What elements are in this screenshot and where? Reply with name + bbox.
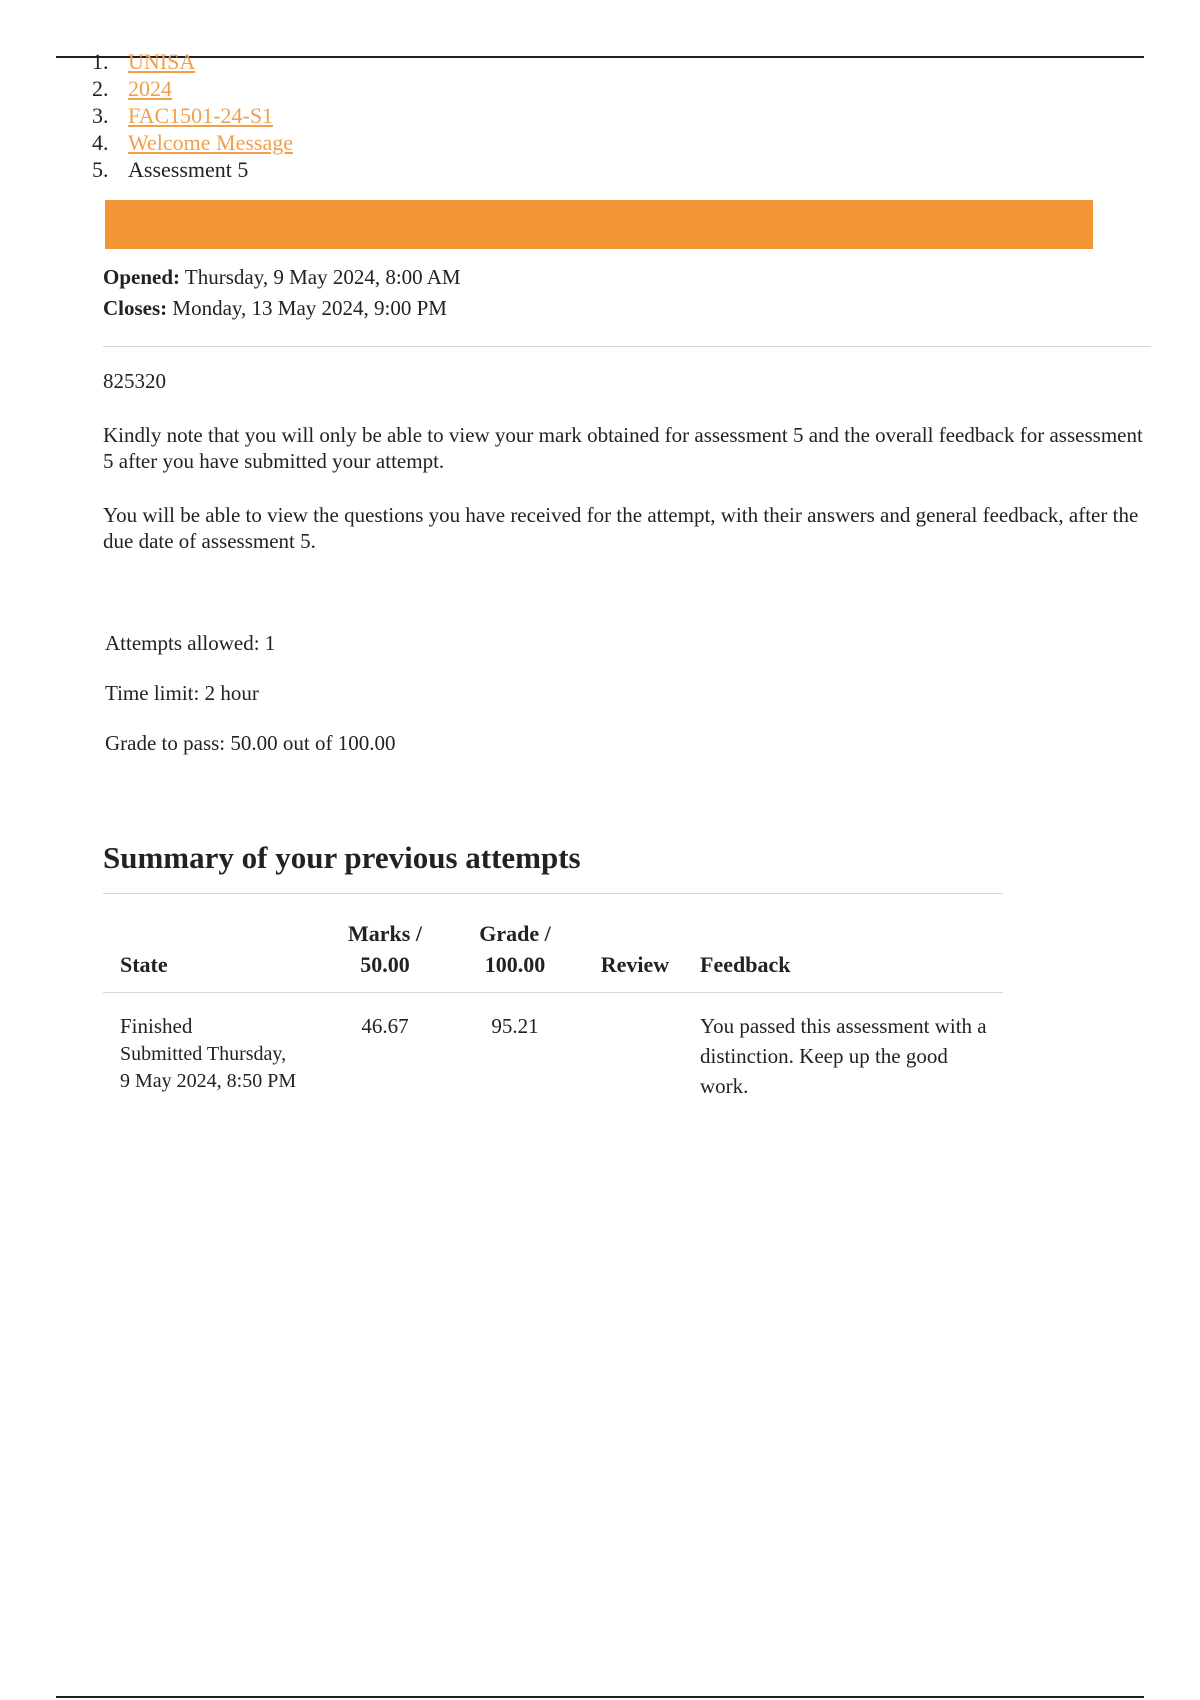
breadcrumb-item-current xyxy=(92,156,293,183)
opened-date xyxy=(103,262,461,293)
intro-note-1: Kindly note that you will only be able to view your mark obtained for assessment 5 and the overall feedback for assessment 5 after you have submitted your attempt. xyxy=(103,423,1143,473)
breadcrumb-item-section xyxy=(92,129,293,156)
breadcrumb xyxy=(92,48,293,183)
attempts-allowed: Attempts allowed: 1 xyxy=(105,631,276,655)
page-header-banner xyxy=(105,200,1093,249)
cell-marks: 46.67 xyxy=(361,1014,409,1038)
header-grade-line1: Grade / xyxy=(479,921,551,946)
header-grade xyxy=(450,918,580,992)
breadcrumb-number: 5. xyxy=(92,157,109,182)
quiz-info xyxy=(105,630,395,780)
header-marks-line1: Marks / xyxy=(348,921,422,946)
breadcrumb-number: 2. xyxy=(92,76,109,101)
closes-label: Closes: xyxy=(103,296,168,320)
attempts-summary-table xyxy=(103,893,1003,1101)
cell-review xyxy=(580,1011,690,1101)
opened-label: Opened: xyxy=(103,265,181,289)
opened-value: Thursday, 9 May 2024, 8:00 AM xyxy=(184,265,461,289)
breadcrumb-current-page: Assessment 5 xyxy=(128,157,249,182)
activity-dates xyxy=(103,262,461,324)
cell-feedback: You passed this assessment with a distinction. Keep up the good work. xyxy=(700,1014,987,1098)
header-feedback: Feedback xyxy=(700,952,791,977)
quiz-intro xyxy=(103,368,1143,582)
header-grade-line2: 100.00 xyxy=(484,952,546,977)
breadcrumb-item-unisa xyxy=(92,48,293,75)
page-bottom-rule xyxy=(56,1696,1144,1698)
breadcrumb-number: 1. xyxy=(92,49,109,74)
breadcrumb-link-section[interactable]: Welcome Message xyxy=(128,130,293,155)
breadcrumb-item-year xyxy=(92,75,293,102)
breadcrumb-number: 3. xyxy=(92,103,109,128)
time-limit: Time limit: 2 hour xyxy=(105,681,259,705)
breadcrumb-item-course xyxy=(92,102,293,129)
table-row xyxy=(103,993,1003,1101)
header-marks xyxy=(320,918,450,992)
closes-date xyxy=(103,293,461,324)
header-review: Review xyxy=(600,952,670,977)
breadcrumb-link-course[interactable]: FAC1501-24-S1 xyxy=(128,103,274,128)
breadcrumb-link-unisa[interactable]: UNISA xyxy=(128,49,196,74)
intro-code: 825320 xyxy=(103,369,166,393)
cell-state xyxy=(103,1011,320,1101)
grade-to-pass: Grade to pass: 50.00 out of 100.00 xyxy=(105,731,396,755)
header-marks-line2: 50.00 xyxy=(360,952,410,977)
closes-value: Monday, 13 May 2024, 9:00 PM xyxy=(172,296,447,320)
cell-grade: 95.21 xyxy=(491,1014,539,1038)
state-submitted-line2: 9 May 2024, 8:50 PM xyxy=(120,1070,297,1092)
table-header-row xyxy=(103,894,1003,992)
state-submitted-line1: Submitted Thursday, xyxy=(120,1043,287,1065)
intro-note-2: You will be able to view the questions you have received for the attempt, with their answers and general feedback, after the due date of assessment 5. xyxy=(103,503,1139,553)
summary-heading: Summary of your previous attempts xyxy=(103,840,581,875)
state-value: Finished xyxy=(120,1014,193,1038)
header-state: State xyxy=(120,952,168,977)
divider xyxy=(103,346,1151,347)
breadcrumb-link-year[interactable]: 2024 xyxy=(128,76,172,101)
breadcrumb-number: 4. xyxy=(92,130,109,155)
